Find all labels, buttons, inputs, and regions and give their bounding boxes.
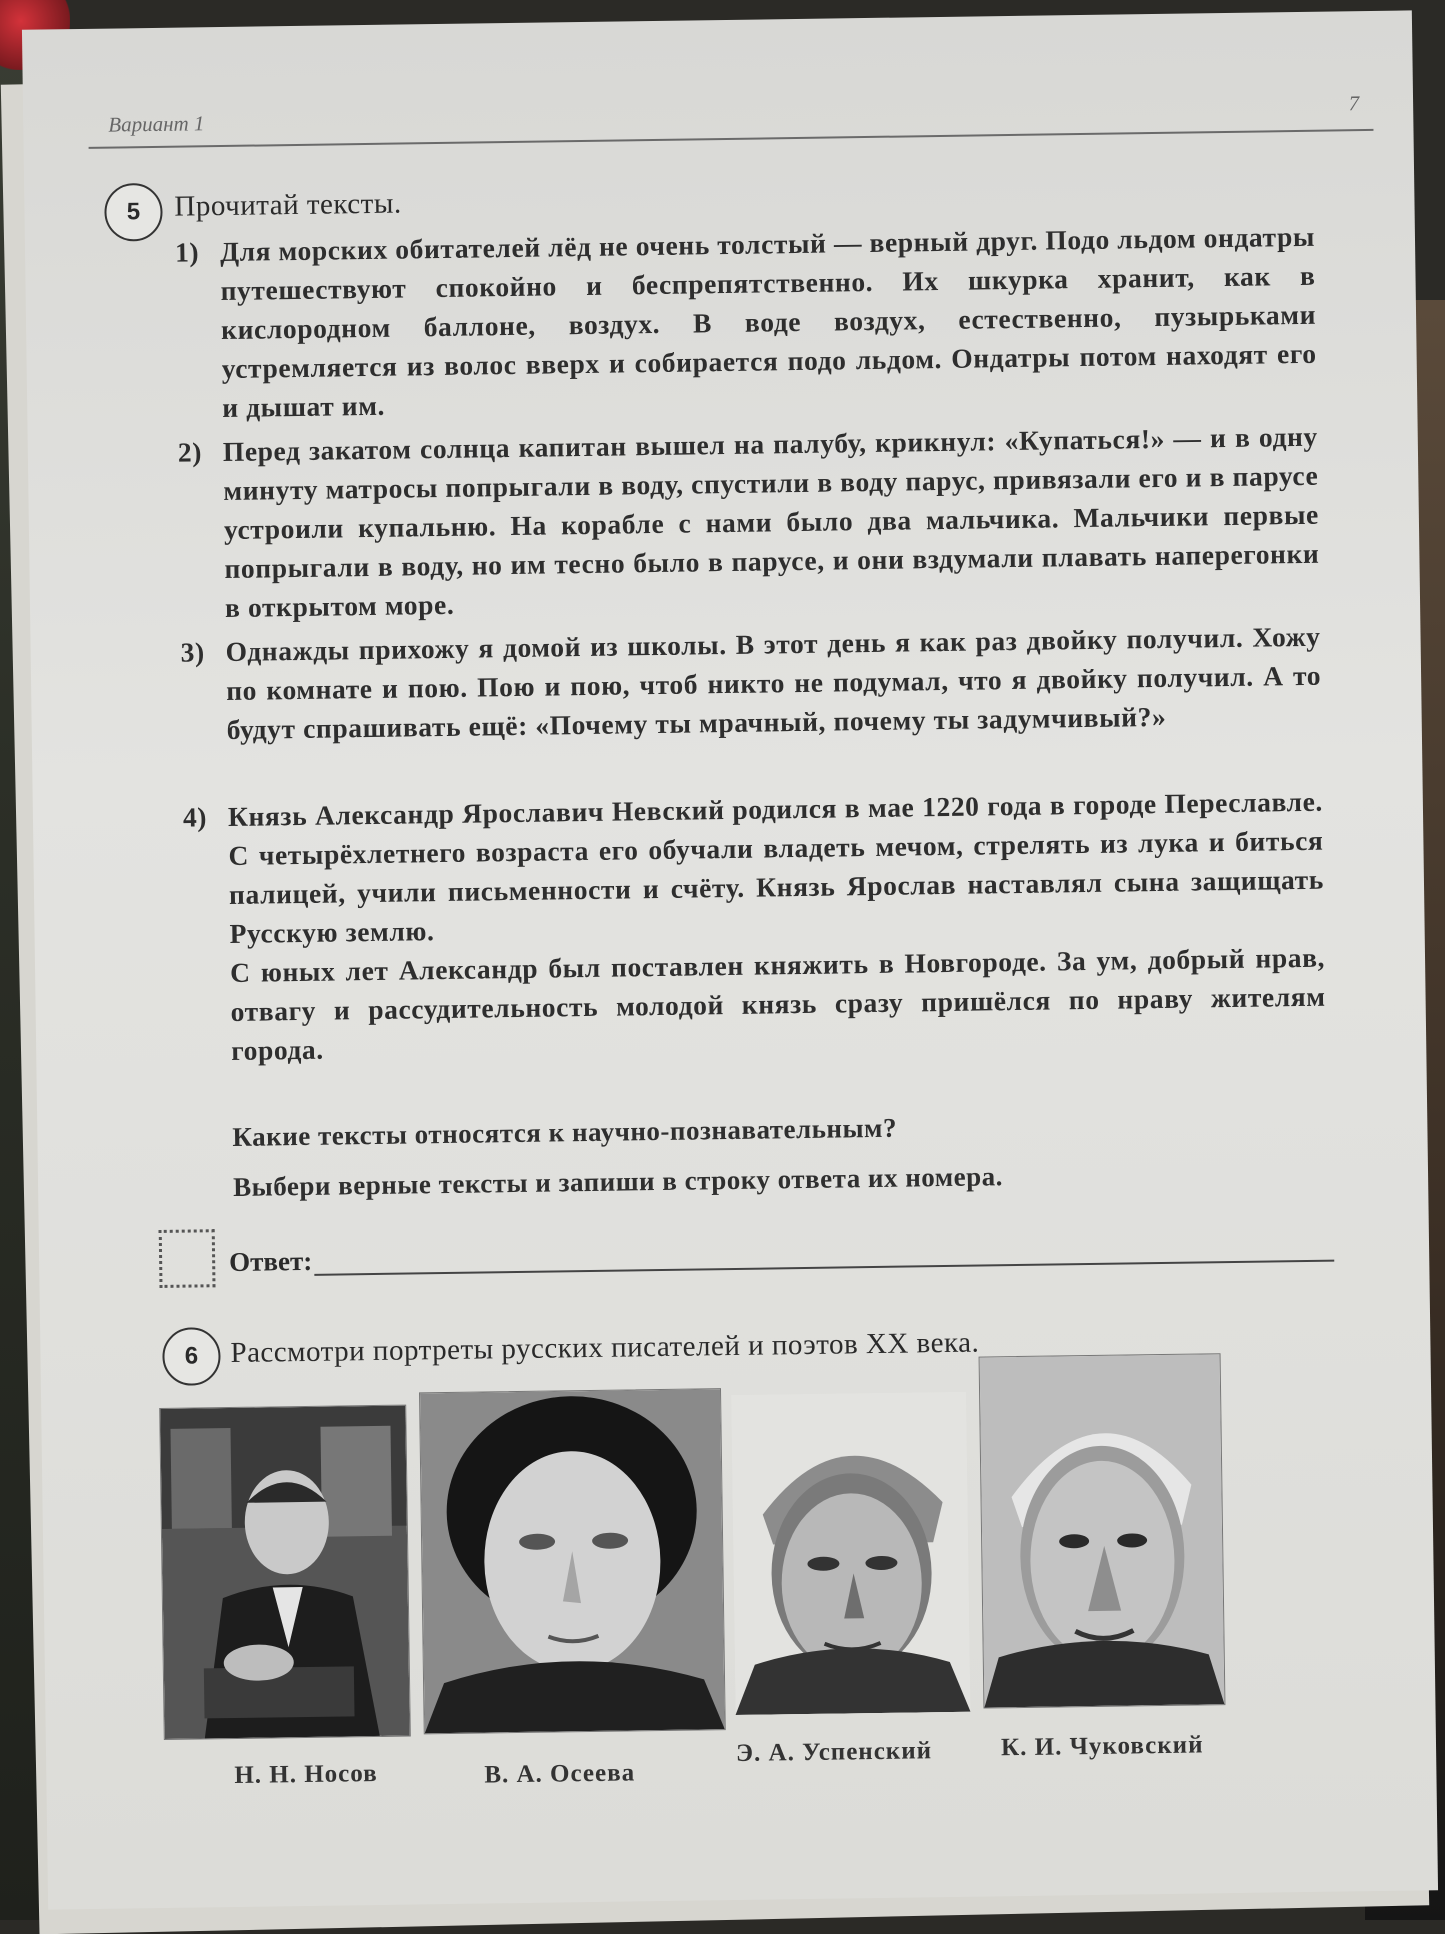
text-item-4 bbox=[183, 782, 1327, 1071]
text-item-number: 4) bbox=[182, 801, 208, 833]
text-item-number: 1) bbox=[174, 236, 200, 268]
worksheet-page bbox=[22, 10, 1438, 1909]
task-6-number-badge: 6 bbox=[162, 1327, 221, 1386]
portrait-caption: Н. Н. Носов bbox=[234, 1760, 378, 1789]
text-item-paragraph: Для морских обитателей лёд не очень толстый — верный друг. Подо льдом ондатры путешествуют спокойно и беспрепятственно. Их шкурка хранит, как в кислородном баллоне, воздух. В воде воздух, естественно, пузырьками устремляется из волос вверх и собирается подо льдом. Ондатры потом находят его и дышат им. bbox=[219, 220, 1317, 424]
task-5-number-badge: 5 bbox=[104, 183, 163, 242]
portrait-oseeva bbox=[419, 1388, 726, 1734]
portrait-caption: В. А. Осеева bbox=[484, 1759, 636, 1789]
portrait-nosov-image bbox=[160, 1406, 410, 1739]
task-5-question: Какие тексты относятся к научно-познавательным? bbox=[232, 1112, 898, 1152]
task-5-instruction: Выбери верные тексты и запиши в строку ответа их номера. bbox=[232, 1161, 1004, 1202]
portrait-caption: Э. А. Успенский bbox=[735, 1737, 933, 1767]
portrait-caption: К. И. Чуковский bbox=[1000, 1731, 1204, 1762]
text-item-1 bbox=[175, 217, 1318, 428]
portrait-nosov bbox=[159, 1405, 411, 1740]
text-item-paragraph: Однажды прихожу я домой из школы. В этот день я как раз двойку получил. Хожу по комнате и пою. Пою и пою, чтоб никто не подумал, что я двойку получил. А то будут спрашивать ещё: «Почему ты мрачный, почему ты задумчивый?» bbox=[225, 620, 1322, 746]
portrait-uspensky-image bbox=[731, 1392, 970, 1715]
text-item-number: 2) bbox=[177, 436, 203, 468]
text-item-paragraph: Князь Александр Ярославич Невский родился в мае 1220 года в городе Переславле. С четырёхлетнего возраста его обучали владеть мечом, стрелять из лука и биться палицей, учили письменности и счёту. Князь Ярослав наставлял сына защищать Русскую землю. bbox=[227, 785, 1325, 949]
page-number: 7 bbox=[1348, 91, 1360, 116]
task-5-title: Прочитай тексты. bbox=[174, 187, 402, 223]
text-item-paragraph: С юных лет Александр был поставлен княжить в Новгороде. За ум, добрый нрав, отвагу и рассудительность молодой князь сразу пришёлся по нраву жителям города. bbox=[229, 941, 1326, 1066]
portrait-uspensky bbox=[731, 1392, 970, 1715]
task-6-title: Рассмотри портреты русских писателей и поэтов XX века. bbox=[230, 1326, 980, 1370]
text-item-number: 3) bbox=[180, 636, 205, 668]
text-item-2 bbox=[178, 417, 1321, 628]
answer-checkbox[interactable] bbox=[159, 1229, 216, 1288]
variant-label: Вариант 1 bbox=[108, 111, 205, 137]
portrait-chukovsky-image bbox=[980, 1354, 1225, 1707]
text-item-3 bbox=[180, 617, 1322, 750]
portrait-oseeva-image bbox=[420, 1389, 725, 1733]
portrait-chukovsky bbox=[979, 1353, 1226, 1708]
page-header bbox=[88, 89, 1373, 149]
text-item-paragraph: Перед закатом солнца капитан вышел на палубу, крикнул: «Купаться!» — и в одну минуту матросы попрыгали в воду, спустили в воду парус, привязали его и в парусе устроили купальню. На корабле с нами было два мальчика. Мальчики первые попрыгали в воду, но им тесно было в парусе, и они вздумали плавать наперегонки в открытом море. bbox=[222, 420, 1320, 624]
answer-input-line[interactable] bbox=[314, 1260, 1334, 1276]
answer-label: Ответ: bbox=[228, 1245, 313, 1278]
